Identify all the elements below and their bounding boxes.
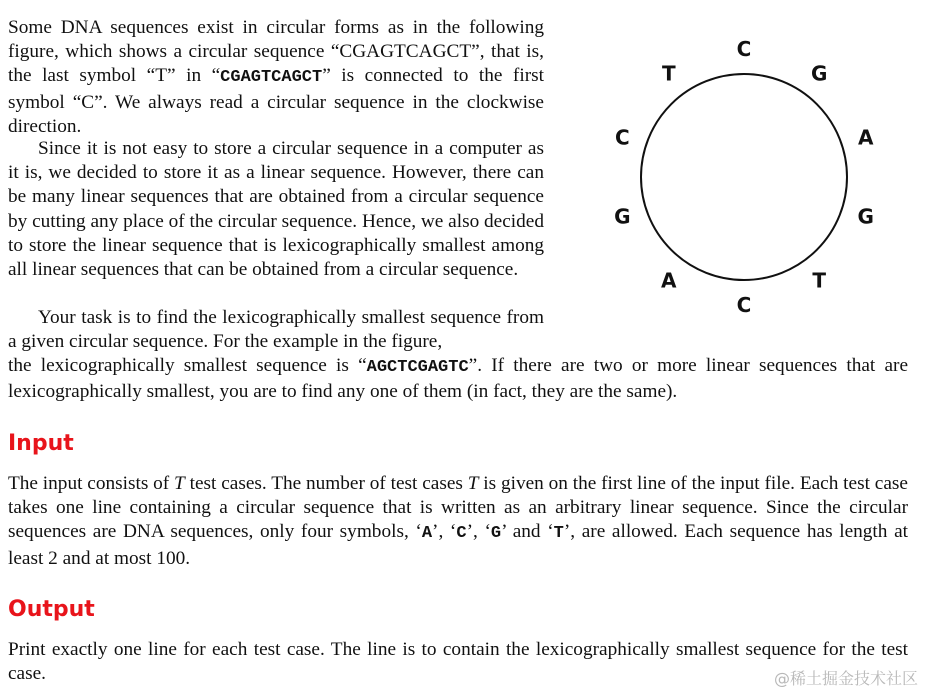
sequence-labels (614, 40, 874, 315)
sequence-letter: A (661, 268, 677, 293)
sequence-letter: T (661, 61, 676, 86)
task-paragraph-end (8, 354, 908, 404)
sequence-letter: C (736, 40, 752, 61)
symbol-g: G (490, 524, 502, 544)
sequence-letter: C (736, 293, 752, 315)
input-heading: Input (8, 431, 74, 456)
task-paragraph-start: Your task is to find the lexicographically smallest sequence from a given circular sequence. For the example in the figure, (8, 307, 544, 353)
symbol-c: C (456, 524, 467, 544)
input-text-2: test cases. The number of test cases (184, 473, 468, 494)
sequence-letter: G (857, 204, 874, 229)
input-text-1: The input consists of (8, 473, 175, 494)
intro-text-2: ” is connected to the first symbol “C”. We always read a circular sequence in the clockwise direction. (8, 65, 544, 137)
output-paragraph: Print exactly one line for each test case. The line is to contain the lexicographically smallest sequence for the test case. (8, 639, 908, 685)
watermark: @稀土掘金技术社区 (773, 669, 918, 688)
task-text-1: the lexicographically smallest sequence is “ (8, 355, 367, 376)
sep: ’ and ‘ (501, 521, 554, 543)
input-paragraph (8, 472, 908, 571)
task-code: AGCTCGAGTC (366, 358, 469, 377)
intro-code: CGAGTCAGCT (220, 68, 323, 88)
circular-sequence-figure (596, 40, 876, 315)
var-t: T (467, 473, 479, 494)
linear-storage-paragraph: Since it is not easy to store a circular sequence in a computer as it is, we decided to store it as a linear sequence. However, there can be many linear sequences that are obtained from a circular sequence by cutting any place of the circular sequence. Hence, we also decided to store the linear sequence that is lexicographically smallest among all linear sequences that can be obtained from a circular sequence. (8, 138, 544, 281)
intro-text-1: Some DNA sequences exist in circular forms as in the following figure, which shows a circular sequence “CGAGTCAGCT”, that is, the last symbol “T” in “ (8, 17, 544, 87)
sequence-letter: A (857, 125, 874, 150)
sequence-letter: C (614, 125, 630, 150)
sequence-circle (641, 74, 847, 280)
var-t: T (174, 473, 185, 494)
input-text-4: ’, are allowed. Each sequence has length at least 2 and at most 100. (8, 521, 908, 569)
sequence-letter: T (812, 268, 827, 293)
output-heading: Output (8, 597, 95, 622)
sequence-letter: G (810, 61, 828, 86)
sep: ’, ‘ (432, 521, 457, 543)
input-text-3: is given on the first line of the input file. Each test case takes one line containing a circular sequence that is written as an arbitrary linear sequence. Since the circular sequences are DNA sequences, only four symbols, ‘ (8, 473, 908, 543)
symbol-a: A (421, 524, 433, 544)
sequence-letter: G (614, 204, 631, 229)
sep: ’, ‘ (466, 521, 491, 543)
symbol-t: T (553, 524, 564, 544)
intro-paragraph (8, 16, 544, 139)
task-text-2: ”. If there are two or more linear sequences that are lexicographically smallest, you are to find any one of them (in fact, they are the same). (8, 355, 908, 403)
